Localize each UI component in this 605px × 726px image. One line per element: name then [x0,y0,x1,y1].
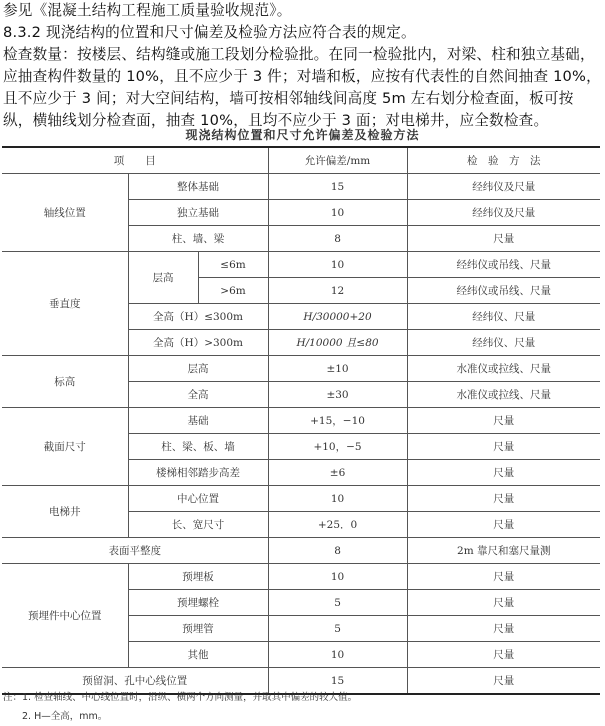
table-notes [3,688,357,726]
header-method: 检 验 方 法 [407,147,600,174]
flatness-label: 表面平整度 [2,538,268,564]
row-tolerance: 15 [268,174,407,200]
row-method: 经纬仪、尺量 [407,330,600,356]
row-method: 经纬仪或吊线、尺量 [407,252,600,278]
row-method: 尺量 [407,434,600,460]
table-title: 现浇结构位置和尺寸允许偏差及检验方法 [185,128,420,142]
group-elevation-label: 标高 [2,356,128,408]
row-tolerance: ±6 [268,460,407,486]
table-row [2,252,600,278]
row-item: 基础 [128,408,268,434]
note-1: 注：1. 检查轴线、中心线位置时，沿纵、横两个方向测量，并取其中偏差的较大值。 [3,692,358,703]
row-method: 尺量 [407,460,600,486]
row-item: 整体基础 [128,174,268,200]
row-method: 经纬仪及尺量 [407,174,600,200]
row-tolerance: 8 [268,226,407,252]
row-method: 经纬仪、尺量 [407,304,600,330]
row-tolerance: 5 [268,616,407,642]
row-tolerance: ±10 [268,356,407,382]
group-embedded-label: 预埋件中心位置 [2,564,128,668]
group-vertical-label: 垂直度 [2,252,128,356]
reference-line: 参见《混凝土结构工程施工质量验收规范》。 [3,2,292,19]
row-item: 柱、墙、梁 [128,226,268,252]
row-tolerance: 15 [268,668,407,695]
header-tolerance: 允许偏差/mm [268,147,407,174]
row-tolerance: 8 [268,538,407,564]
row-item: 其他 [128,642,268,668]
row-method: 尺量 [407,616,600,642]
row-method: 水准仪或拉线、尺量 [407,356,600,382]
row-method: 尺量 [407,642,600,668]
inspection-quantity-paragraph: 检查数量：按楼层、结构缝或施工段划分检验批。在同一检验批内，对梁、柱和独立基础，应抽查构件数量的 10%，且不应少于 3 件；对墙和板，应按有代表性的自然间抽查 10%，且不应少于 3 间；对大空间结构，墙可按相邻轴线间高度 5m 左右划分检查面，板可按纵，横轴线划分检查面，抽查 10%，且均不应少于 3 面；对电梯井，应全数检查。 [3,46,601,129]
row-tolerance: 5 [268,590,407,616]
row-item: 预埋管 [128,616,268,642]
row-item: 柱、梁、板、墙 [128,434,268,460]
row-method: 经纬仪或吊线、尺量 [407,278,600,304]
row-tolerance: 10 [268,642,407,668]
group-section-label: 截面尺寸 [2,408,128,486]
row-method: 尺量 [407,408,600,434]
note-2: 2. H—全高，mm。 [22,711,108,722]
clause-line: 8.3.2 现浇结构的位置和尺寸偏差及检验方法应符合表的规定。 [3,24,416,41]
intro-text [3,0,603,132]
table-row [2,174,600,200]
row-item: 楼梯相邻踏步高差 [128,460,268,486]
row-item: >6m [198,278,268,304]
row-method: 水准仪或拉线、尺量 [407,382,600,408]
row-item: 预埋螺栓 [128,590,268,616]
row-method: 尺量 [407,486,600,512]
row-item: 中心位置 [128,486,268,512]
row-item: 预埋板 [128,564,268,590]
table-row [2,538,600,564]
row-tolerance: 10 [268,564,407,590]
table-row [2,408,600,434]
tolerance-table [2,146,600,695]
table-row [2,564,600,590]
group-elevator-label: 电梯井 [2,486,128,538]
header-item: 项 目 [2,147,268,174]
table-row [2,356,600,382]
row-item: 全高 [128,382,268,408]
openings-label: 预留洞、孔中心线位置 [2,668,268,695]
row-tolerance: +25．0 [268,512,407,538]
group-axis-label: 轴线位置 [2,174,128,252]
row-item: ≤6m [198,252,268,278]
row-method: 经纬仪及尺量 [407,200,600,226]
row-tolerance: H/30000+20 [268,304,407,330]
row-tolerance: +15，−10 [268,408,407,434]
row-method: 尺量 [407,668,600,695]
row-tolerance: ±30 [268,382,407,408]
row-tolerance: 10 [268,252,407,278]
row-tolerance: 12 [268,278,407,304]
row-method: 尺量 [407,590,600,616]
table-row [2,486,600,512]
row-item: 长、宽尺寸 [128,512,268,538]
row-tolerance: 10 [268,200,407,226]
row-item: 全高（H）≤300m [128,304,268,330]
row-method: 尺量 [407,564,600,590]
row-item: 独立基础 [128,200,268,226]
row-item: 层高 [128,356,268,382]
floor-height-label: 层高 [128,252,198,304]
row-tolerance: H/10000 且≤80 [268,330,407,356]
table-header-row [2,147,600,174]
row-method: 尺量 [407,226,600,252]
row-item: 全高（H）>300m [128,330,268,356]
row-tolerance: +10，−5 [268,434,407,460]
row-tolerance: 10 [268,486,407,512]
row-method: 尺量 [407,512,600,538]
row-method: 2m 靠尺和塞尺量测 [407,538,600,564]
